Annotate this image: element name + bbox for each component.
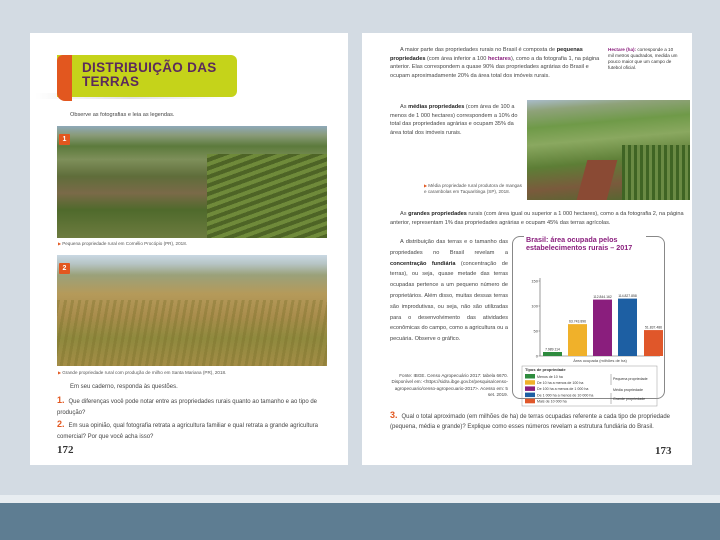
photo-small-property — [57, 126, 327, 238]
question-1 — [57, 395, 327, 419]
title-banner — [57, 55, 237, 97]
question-text: Qual o total aproximado (em milhões de ha) de terras ocupadas referente a cada tipo de propriedade (pequena, média e grande)? Explique como esses números revelam a estrutura fundiária do Brasil. — [390, 414, 671, 430]
photo-medium-property — [527, 100, 690, 200]
data-label: 114.827.858 — [618, 294, 637, 299]
legend-swatch — [525, 399, 535, 404]
bar — [568, 324, 587, 356]
intro-text: Observe as fotografias e leia as legendas. — [70, 112, 175, 118]
orchard-rows — [622, 145, 690, 200]
right-page — [362, 33, 692, 465]
title-line-1: DISTRIBUIÇÃO DAS — [82, 60, 217, 75]
legend-swatch — [525, 386, 535, 391]
x-axis-label: Área ocupada (milhões de ha) — [573, 358, 627, 363]
data-label: 63.743.896 — [569, 319, 586, 324]
field-texture — [57, 300, 327, 366]
question-number: 3. — [390, 410, 398, 420]
photo-number-badge: 1 — [59, 134, 70, 145]
y-tick-label: 50 — [533, 328, 538, 334]
paragraph-large-properties: As grandes propriedades rurais (com área igual ou superior a 1 000 hectares), como a da fotografia 2, na página anterior, representam 1% das propriedades agrárias e ocupam 45% das terras agrícolas. — [390, 211, 684, 226]
photo-caption: ▶ Pequena propriedade rural em Cornélio Procópio (PR), 2018. — [58, 241, 187, 246]
question-text: Que diferenças você pode notar entre as propriedades rurais quanto ao tamanho e ao tipo de produção? — [57, 399, 318, 416]
bar-chart — [512, 255, 665, 404]
glossary-box — [608, 47, 680, 71]
instruction-text: Em seu caderno, responda às questões. — [70, 384, 178, 390]
chart-title: Brasil: área ocupada pelos estabelecimentos rurais – 2017 — [524, 236, 646, 252]
glossary-term: Hectare (ha): — [608, 47, 637, 52]
legend-label: Mais de 10 000 ha — [537, 399, 567, 404]
soil-plot — [577, 160, 618, 200]
question-2 — [57, 419, 327, 443]
legend-swatch — [525, 393, 535, 398]
chart-source: Fonte: IBGE. Censo Agropecuário 2017: tabela 6670. Disponível em: <https://sidra.ibge.gov.br/pesquisa/censo-agropecuario/censo-agropecuario-2017>. Acesso em: 5 set. 2019. — [391, 373, 508, 398]
left-page — [30, 33, 348, 465]
bar — [644, 330, 663, 356]
data-label: 7.989.114 — [545, 347, 560, 352]
photo-caption: ▶ Média propriedade rural produtora de mangas e carambolas em Taquaritinga (SP), 2018. — [424, 183, 524, 195]
glossary-text: corresponde a 10 mil metros quadrados, medida um pouco maior que um campo de futebol oficial. — [608, 47, 678, 70]
question-number: 1. — [57, 395, 65, 405]
legend-group-label: Grande propriedade — [613, 397, 646, 401]
legend-group-label: Pequena propriedade — [613, 377, 648, 381]
legend-group-label: Média propriedade — [613, 388, 643, 392]
crop-rows — [207, 154, 327, 238]
legend-swatch — [525, 374, 535, 379]
title-tab — [57, 55, 72, 101]
question-3 — [390, 411, 690, 432]
page-number: 172 — [57, 444, 74, 456]
bar — [593, 300, 612, 356]
photo-large-property — [57, 255, 327, 366]
paragraph-medium-properties: As médias propriedades (com área de 100 a menos de 1 000 hectares) correspondem a 10% do total das propriedades agrárias e ocupam 35% da área total dos imóveis rurais. — [390, 104, 518, 136]
paragraph-small-properties: A maior parte das propriedades rurais no Brasil é composta de pequenas propriedades (com área inferior a 100 hectares), como a da fotografia 1, na página anterior. Elas correspondem a quase 90% das propriedades agrárias do Brasil e ocupam aproximadamente 20% da área total dos imóveis rurais. — [390, 47, 600, 79]
legend-label: De 1 000 ha a menos de 10 000 ha — [537, 393, 594, 398]
title-line-2: TERRAS — [82, 74, 140, 89]
y-tick-label: 100 — [531, 303, 538, 309]
legend-title: Tipos de propriedade — [525, 367, 566, 372]
bar — [543, 352, 562, 356]
bottom-bar — [0, 503, 720, 540]
bar — [618, 299, 637, 356]
legend-label: De 10 ha a menos de 100 ha — [537, 381, 584, 385]
legend-swatch — [525, 380, 535, 385]
data-label: 51.837.486 — [645, 325, 662, 330]
photo-caption: ▶ Grande propriedade rural com produção de milho em Santa Mariana (PR), 2018. — [58, 370, 226, 375]
question-text: Em sua opinião, qual fotografia retrata a agricultura familiar e qual retrata a grande agricultura comercial? Por que você acha isso? — [57, 423, 318, 440]
data-label: 112.844.162 — [593, 295, 612, 300]
paragraph-land-concentration: A distribuição das terras e o tamanho das propriedades no Brasil revelam a concentração fundiária (concentração de terras), ou seja, quase metade das terras ocupadas pertence a um pequeno número de proprietários. Além disso, muitas dessas terras são improdutivas, ou seja, não são utilizadas para o desenvolvimento das atividades econômicas do campo, como a agricultura ou a pecuária. Observe o gráfico. — [390, 239, 508, 343]
y-tick-label: 150 — [531, 278, 538, 284]
legend-label: Menos de 10 ha — [537, 374, 563, 379]
divider — [0, 495, 720, 503]
photo-number-badge: 2 — [59, 263, 70, 274]
y-tick-label: 0 — [535, 353, 538, 359]
page-number: 173 — [655, 445, 672, 457]
legend-label: De 100 ha a menos de 1 000 ha — [537, 387, 589, 392]
question-number: 2. — [57, 419, 65, 429]
